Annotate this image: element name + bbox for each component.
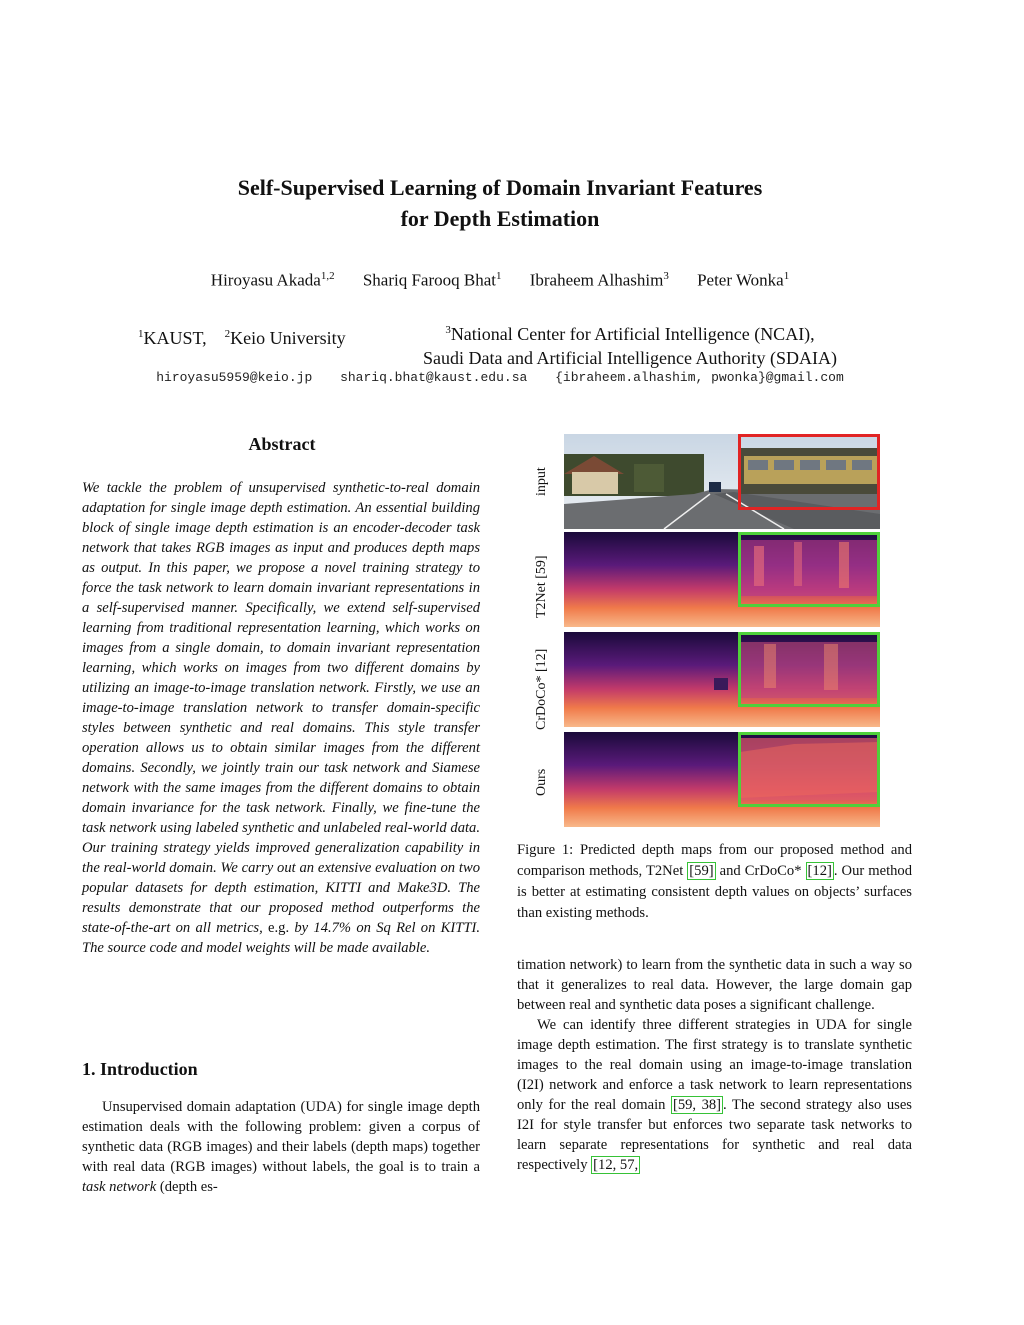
t2net-depth-map	[564, 532, 880, 627]
email-bhat: shariq.bhat@kaust.edu.sa	[340, 370, 528, 385]
figure-1-caption: Figure 1: Predicted depth maps from our proposed method and comparison methods, T2Net [59] and CrDoCo* [12] . Our method is better at estimating consistent depth values on objects’ surfaces than existing methods.	[517, 842, 913, 921]
row-label-input: input	[534, 467, 549, 496]
input-photo	[564, 434, 880, 529]
affiliations-left: $^1$KAUST, $^2$Keio University	[138, 328, 346, 348]
citation-59[interactable]: [59]	[689, 863, 714, 879]
title-line-1: Self-Supervised Learning of Domain Invariant Features	[237, 175, 763, 200]
paper-title	[0, 172, 1000, 234]
ours-depth-map	[564, 732, 880, 827]
author-akada: Hiroyasu Akada$^{1,2}$	[210, 270, 335, 290]
right-column-body	[517, 955, 912, 1175]
paragraph-strategies: We can identify three different strategies in UDA for single image depth estimation. The first strategy is to translate synthetic images to the real domain using an image-to-image translation (I2I) network and enforce a task network to learn representations only for the real domain [59, 38] . The second strategy also uses I2I for style transfer but enforces two separate task networks to learn separate representations for synthetic and real data respectively [12, 57,	[517, 1017, 912, 1173]
row-label-crdoco: CrDoCo* [12]	[534, 648, 549, 730]
abstract-heading: Abstract	[248, 434, 316, 454]
row-label-ours: Ours	[534, 768, 549, 796]
author-list	[0, 270, 1000, 291]
affiliation-ncai: $^3$National Center for Artificial Intelligence (NCAI), Saudi Data and Artificial Intelligence Authority (SDAIA)	[423, 324, 837, 368]
introduction-heading: 1. Introduction	[82, 1059, 198, 1079]
author-wonka: Peter Wonka$^1$	[697, 270, 790, 290]
citation-12-57[interactable]: [12, 57,	[593, 1157, 639, 1173]
highlight-box-crdoco	[738, 632, 880, 707]
introduction-body: Unsupervised domain adaptation (UDA) for single image depth estimation deals with the following problem: given a corpus of synthetic data (RGB images) and their labels (depth maps) together with real data (RGB images) without labels, the goal is to train a task network (depth es-	[82, 1099, 480, 1195]
row-label-t2net: T2Net [59]	[534, 555, 549, 618]
figure-1	[530, 432, 882, 812]
highlight-box-ours	[738, 732, 880, 807]
email-alhashim-wonka: {ibraheem.alhashim, pwonka}@gmail.com	[555, 370, 844, 385]
abstract-body: We tackle the problem of unsupervised synthetic-to-real domain adaptation for single image depth estimation. An essential building block of single image depth estimation is an encoder-decoder task network that takes RGB images as input and produces depth maps as output. In this paper, we propose a novel training strategy to force the task network to learn domain invariant representations in a self-supervised manner. Specifically, we extend self-supervised learning from traditional representation learning, which works on images from a single domain, to domain invariant representation learning, which works on images from two different domains by utilizing an image-to-image translation network. Firstly, we use an image-to-image translation network to transfer domain-specific styles between synthetic and real domains. This style transfer operation allows us to obtain similar images from the different domains. Secondly, we jointly train our task network and Siamese network with the same images from the different domains to obtain domain invariance for the task network. Finally, we fine-tune the task network using labeled synthetic and unlabeled real-world data. Our training strategy yields improved generalization capability in the real-world domain. We carry out an extensive evaluation on two popular datasets for depth estimation, KITTI and Make3D. The results demonstrate that our proposed method outperforms the state-of-the-art on all metrics, e.g. by 14.7% on Sq Rel on KITTI. The source code and model weights will be made available.	[82, 480, 480, 956]
paragraph-continuation: timation network) to learn from the synthetic data in such a way so that it generalizes to real data. However, the large domain gap between real and synthetic data poses a significant challenge.	[517, 957, 912, 1013]
author-emails	[0, 370, 1000, 385]
title-line-2: for Depth Estimation	[400, 206, 600, 231]
citation-59-38[interactable]: [59, 38]	[672, 1097, 722, 1113]
highlight-box-input	[738, 434, 880, 510]
email-akada: hiroyasu5959@keio.jp	[156, 370, 313, 385]
author-bhat: Shariq Farooq Bhat$^1$	[362, 270, 502, 290]
highlight-box-t2net	[738, 532, 880, 607]
citation-12[interactable]: [12]	[807, 863, 832, 879]
author-alhashim: Ibraheem Alhashim$^3$	[529, 270, 669, 290]
crdoco-depth-map	[564, 632, 880, 727]
